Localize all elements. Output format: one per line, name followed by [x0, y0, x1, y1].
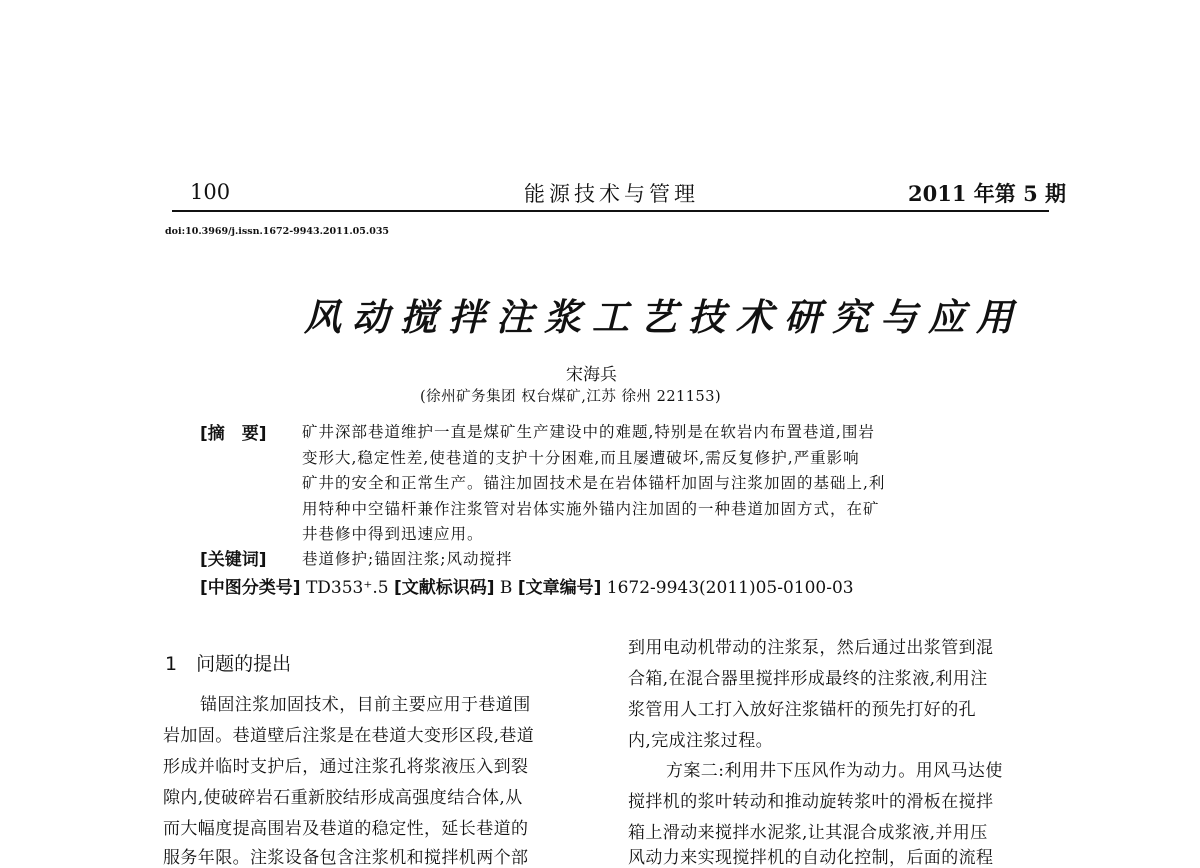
journal-name: 能源技术与管理: [524, 182, 699, 206]
body-line-right: 搅拌机的浆叶转动和推动旋转浆叶的滑板在搅拌: [628, 792, 994, 812]
doc-code-label: [文献标识码]: [393, 578, 495, 598]
issue-label: 2011 年第 5 期: [908, 181, 1066, 206]
keywords-text: 巷道修护;锚固注浆;风动搅拌: [302, 550, 513, 568]
abstract-line: 矿井的安全和正常生产。锚注加固技术是在岩体锚杆加固与注浆加固的基础上,利: [302, 474, 886, 492]
body-line-right: 浆管用人工打入放好注浆锚杆的预先打好的孔: [628, 700, 976, 720]
body-line-left: 服务年限。注浆设备包含注浆机和搅拌机两个部: [163, 848, 529, 868]
page-number: 100: [190, 180, 231, 204]
abstract-line: 变形大,稳定性差,使巷道的支护十分困难,而且屡遭破坏,需反复修护,严重影响: [302, 449, 860, 467]
section-heading: 1 问题的提出: [165, 653, 292, 675]
abstract-label: [摘 要]: [200, 424, 267, 444]
abstract-line: 用特种中空锚杆兼作注浆管对岩体实施外锚内注加固的一种巷道加固方式，在矿: [302, 500, 880, 518]
body-line-left: 形成并临时支护后，通过注浆孔将浆液压入到裂: [163, 757, 529, 777]
affiliation: (徐州矿务集团 权台煤矿,江苏 徐州 221153): [420, 389, 722, 405]
abstract-line: 井巷修中得到迅速应用。: [302, 525, 484, 543]
body-line-right: 风动力来实现搅拌机的自动化控制，后面的流程: [628, 848, 994, 868]
body-line-right: 合箱,在混合器里搅拌形成最终的注浆液,利用注: [628, 669, 988, 689]
body-line-left: 隙内,使破碎岩石重新胶结形成高强度结合体,从: [163, 788, 523, 808]
body-line-left: 锚固注浆加固技术，目前主要应用于巷道围: [200, 695, 531, 715]
clc-label: [中图分类号]: [200, 578, 301, 598]
body-line-right: 内,完成注浆过程。: [628, 731, 774, 751]
body-line-right: 方案二:利用井下压风作为动力。用风马达使: [666, 761, 1003, 781]
classification-line: [200, 573, 854, 598]
paper-title: 风动搅拌注浆工艺技术研究与应用: [304, 295, 1024, 339]
doi[interactable]: doi:10.3969/j.issn.1672-9943.2011.05.035: [165, 226, 390, 237]
keywords-label: [关键词]: [200, 550, 267, 570]
author: 宋海兵: [566, 365, 617, 385]
body-line-left: 岩加固。巷道壁后注浆是在巷道大变形区段,巷道: [163, 726, 535, 746]
article-number-value: 1672-9943(2011)05-0100-03: [606, 578, 854, 598]
abstract-line: 矿井深部巷道维护一直是煤矿生产建设中的难题,特别是在软岩内布置巷道,围岩: [302, 423, 875, 441]
body-line-right: 箱上滑动来搅拌水泥浆,让其混合成浆液,并用压: [628, 823, 988, 843]
header-rule: [172, 210, 1049, 212]
body-line-left: 而大幅度提高围岩及巷道的稳定性，延长巷道的: [163, 819, 529, 839]
clc-value: TD353⁺.5: [305, 578, 389, 598]
doc-code-value: B: [499, 578, 513, 598]
body-line-right: 到用电动机带动的注浆泵，然后通过出浆管到混: [628, 638, 994, 658]
article-number-label: [文章编号]: [517, 578, 602, 598]
